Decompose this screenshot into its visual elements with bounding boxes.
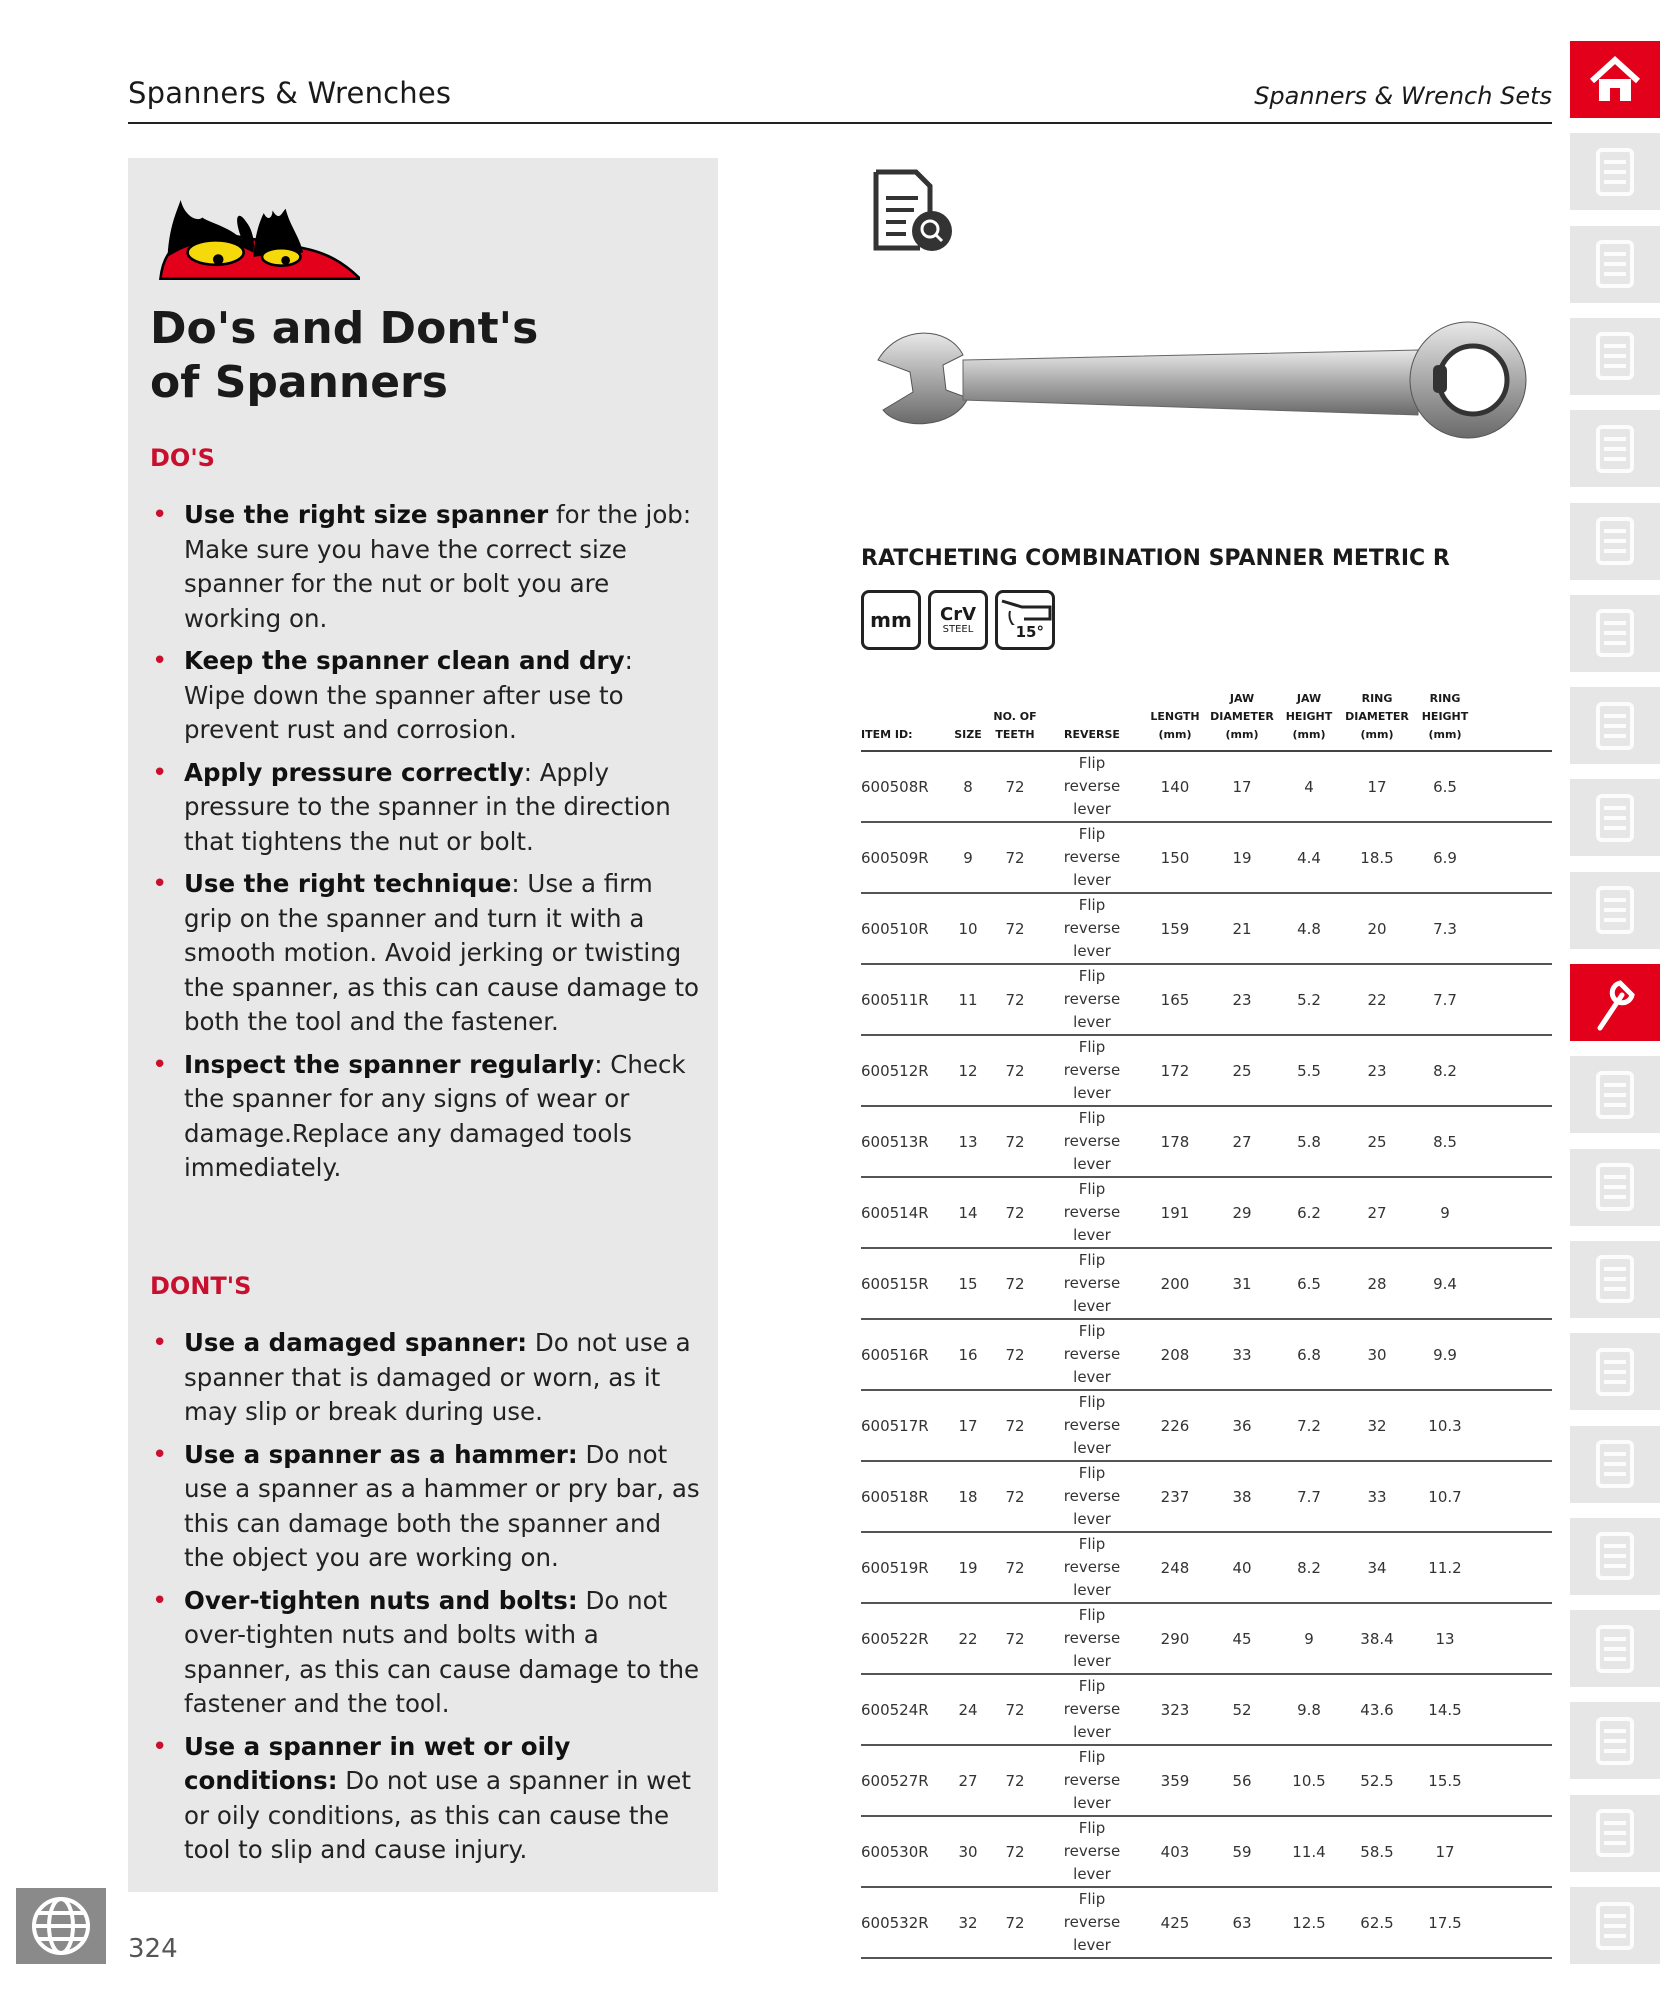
- table-cell: 8: [945, 751, 991, 822]
- tool-rack-icon: [1590, 513, 1640, 569]
- ratcheting-spanner-image: [868, 320, 1548, 450]
- tool-chest-icon: [1590, 605, 1640, 661]
- table-cell: Flip reverse lever: [1039, 893, 1145, 964]
- item-heading: Over-tighten nuts and bolts:: [184, 1585, 578, 1615]
- table-cell: 8.2: [1279, 1532, 1339, 1603]
- table-cell: 425: [1145, 1887, 1205, 1958]
- header-line: RING: [1361, 692, 1393, 705]
- item-heading: Use a spanner as a hammer:: [184, 1439, 578, 1469]
- table-cell: 59: [1205, 1816, 1279, 1887]
- table-cell: Flip reverse lever: [1039, 1106, 1145, 1177]
- header-line: NO. OF: [993, 710, 1037, 723]
- table-cell: 72: [991, 1603, 1039, 1674]
- table-cell: 8.2: [1415, 1035, 1475, 1106]
- table-row: [861, 1745, 1552, 1816]
- table-cell: 22: [1339, 964, 1415, 1035]
- list-item: [150, 1584, 700, 1722]
- table-cell: 19: [1205, 822, 1279, 893]
- header-line: TEETH: [995, 728, 1035, 741]
- sidebar-item-tool-cabinet[interactable]: [1570, 318, 1660, 395]
- table-cell: 72: [991, 1035, 1039, 1106]
- sidebar-item-gears-chain[interactable]: [1570, 1702, 1660, 1779]
- table-cell: 208: [1145, 1319, 1205, 1390]
- table-cell: 9.9: [1415, 1319, 1475, 1390]
- header-line: HEIGHT: [1285, 710, 1333, 723]
- table-cell: 159: [1145, 893, 1205, 964]
- table-cell: 9: [1279, 1603, 1339, 1674]
- header-line: (mm): [1292, 728, 1326, 741]
- offset-angle-badge: [995, 590, 1055, 650]
- table-cell: Flip reverse lever: [1039, 751, 1145, 822]
- item-text: Do not over-tighten nuts and bolts with a spanner, as this can cause damage to the fastener and the tool.: [184, 1585, 700, 1718]
- sidebar-item-knife[interactable]: [1570, 1518, 1660, 1595]
- table-cell: 72: [991, 1248, 1039, 1319]
- table-cell: 45: [1205, 1603, 1279, 1674]
- sidebar-item-pliers[interactable]: [1570, 1333, 1660, 1410]
- table-cell: 72: [991, 751, 1039, 822]
- screwdriver-icon: [1590, 1067, 1640, 1123]
- header-line: JAW: [1296, 692, 1322, 705]
- table-cell: 27: [1205, 1106, 1279, 1177]
- sidebar-item-tool-trolley[interactable]: [1570, 133, 1660, 210]
- table-cell: 17: [1339, 751, 1415, 822]
- sidebar-item-electrical-warning[interactable]: [1570, 1426, 1660, 1503]
- title-line-2: of Spanners: [150, 357, 448, 408]
- table-cell: 600522R: [861, 1603, 945, 1674]
- table-cell: 72: [991, 893, 1039, 964]
- item-heading: Use the right size spanner: [184, 500, 549, 529]
- table-cell: 33: [1205, 1319, 1279, 1390]
- table-cell: Flip reverse lever: [1039, 1177, 1145, 1248]
- sockets-icon: [1590, 790, 1640, 846]
- item-heading: Apply pressure correctly: [184, 757, 524, 787]
- table-cell: 18: [945, 1461, 991, 1532]
- item-heading: Inspect the spanner regularly: [184, 1049, 595, 1079]
- table-cell: 600519R: [861, 1532, 945, 1603]
- column-header: [1205, 690, 1279, 751]
- table-cell: 58.5: [1339, 1816, 1415, 1887]
- table-cell: 25: [1205, 1035, 1279, 1106]
- table-cell: 226: [1145, 1390, 1205, 1461]
- table-cell: 14.5: [1415, 1674, 1475, 1745]
- table-cell: 36: [1205, 1390, 1279, 1461]
- table-cell: 17.5: [1415, 1887, 1475, 1958]
- sidebar-item-home[interactable]: [1570, 41, 1660, 118]
- sidebar-item-screwdriver[interactable]: [1570, 872, 1660, 949]
- item-heading: Use the right technique: [184, 869, 512, 898]
- table-cell: 12.5: [1279, 1887, 1339, 1958]
- table-cell: 10: [945, 893, 991, 964]
- dos-list: [150, 498, 700, 1194]
- table-cell: 12: [945, 1035, 991, 1106]
- table-cell: 25: [1339, 1106, 1415, 1177]
- item-text: Do not use a spanner that is damaged or worn, as it may slip or break during use.: [184, 1328, 691, 1426]
- table-cell: 15: [945, 1248, 991, 1319]
- table-cell: 56: [1205, 1745, 1279, 1816]
- table-cell: 9.8: [1279, 1674, 1339, 1745]
- website-button[interactable]: [16, 1888, 106, 1964]
- table-cell: 28: [1339, 1248, 1415, 1319]
- table-cell: 38.4: [1339, 1603, 1415, 1674]
- table-cell: 10.5: [1279, 1745, 1339, 1816]
- table-cell: 6.8: [1279, 1319, 1339, 1390]
- table-cell: 290: [1145, 1603, 1205, 1674]
- list-item: [150, 1326, 700, 1430]
- table-cell: 5.8: [1279, 1106, 1339, 1177]
- table-cell: Flip reverse lever: [1039, 1816, 1145, 1887]
- table-cell: 600511R: [861, 964, 945, 1035]
- header-line: DIAMETER: [1345, 710, 1409, 723]
- tape-measure-icon: [1590, 1621, 1640, 1677]
- sidebar-item-tool-board[interactable]: [1570, 226, 1660, 303]
- section-title: Spanners & Wrenches: [128, 76, 452, 110]
- table-cell: 140: [1145, 751, 1205, 822]
- column-header: [1415, 690, 1475, 751]
- list-item: [150, 644, 700, 748]
- table-cell: Flip reverse lever: [1039, 1603, 1145, 1674]
- table-cell: 4.8: [1279, 893, 1339, 964]
- tool-trolley-icon: [1590, 144, 1640, 200]
- table-cell: 359: [1145, 1745, 1205, 1816]
- table-cell: 17: [945, 1390, 991, 1461]
- header-line: JAW: [1229, 692, 1255, 705]
- table-row: [861, 1461, 1552, 1532]
- table-cell: 13: [1415, 1603, 1475, 1674]
- item-text: : Apply pressure to the spanner in the direction that tightens the nut or bolt.: [184, 757, 671, 856]
- globe-icon: [30, 1895, 92, 1957]
- table-cell: 52: [1205, 1674, 1279, 1745]
- crv-steel-badge: [928, 590, 988, 650]
- sidebar-item-bits[interactable]: [1570, 1149, 1660, 1226]
- drill-icon: [1590, 1898, 1640, 1954]
- item-heading: Use a damaged spanner:: [184, 1328, 528, 1357]
- table-cell: 150: [1145, 822, 1205, 893]
- table-cell: 33: [1339, 1461, 1415, 1532]
- table-row: [861, 964, 1552, 1035]
- sidebar-item-tape-measure[interactable]: [1570, 1610, 1660, 1687]
- column-header: [1145, 690, 1205, 751]
- table-cell: Flip reverse lever: [1039, 822, 1145, 893]
- header-line: REVERSE: [1064, 728, 1120, 741]
- table-cell: 32: [1339, 1390, 1415, 1461]
- table-cell: Flip reverse lever: [1039, 1248, 1145, 1319]
- table-cell: 6.2: [1279, 1177, 1339, 1248]
- table-cell: 6.5: [1279, 1248, 1339, 1319]
- table-cell: 40: [1205, 1532, 1279, 1603]
- table-cell: 18.5: [1339, 822, 1415, 893]
- table-cell: 191: [1145, 1177, 1205, 1248]
- item-text: Do not use a spanner in wet or oily conditions, as this can cause the tool to slip and cause injury.: [184, 1766, 691, 1864]
- list-item: [150, 1438, 700, 1576]
- sidebar-item-tool-chest[interactable]: [1570, 595, 1660, 672]
- table-cell: 72: [991, 1887, 1039, 1958]
- table-cell: 600516R: [861, 1319, 945, 1390]
- table-cell: 172: [1145, 1035, 1205, 1106]
- table-cell: 600524R: [861, 1674, 945, 1745]
- list-item: [150, 867, 700, 1040]
- table-cell: 43.6: [1339, 1674, 1415, 1745]
- item-text: : Check the spanner for any signs of wear or damage.Replace any damaged tools immediately.: [184, 1049, 686, 1182]
- table-cell: 9: [945, 822, 991, 893]
- table-cell: 8.5: [1415, 1106, 1475, 1177]
- page-number: 324: [128, 1934, 178, 1964]
- header-line: (mm): [1360, 728, 1394, 741]
- donts-heading: DONT'S: [150, 1272, 252, 1300]
- table-cell: 600517R: [861, 1390, 945, 1461]
- list-item: [150, 756, 700, 860]
- sidebar-item-sockets[interactable]: [1570, 779, 1660, 856]
- table-cell: 600532R: [861, 1887, 945, 1958]
- table-cell: 237: [1145, 1461, 1205, 1532]
- table-cell: 32: [945, 1887, 991, 1958]
- table-cell: 24: [945, 1674, 991, 1745]
- sidebar-item-tool-tray[interactable]: [1570, 410, 1660, 487]
- screwdriver-bits-icon: [1590, 698, 1640, 754]
- table-row: [861, 1532, 1552, 1603]
- table-cell: 600515R: [861, 1248, 945, 1319]
- table-cell: 7.3: [1415, 893, 1475, 964]
- tool-tray-icon: [1590, 421, 1640, 477]
- column-header: [1339, 690, 1415, 751]
- table-cell: 62.5: [1339, 1887, 1415, 1958]
- item-text: for the job: Make sure you have the correct size spanner for the nut or bolt you are working on.: [184, 500, 692, 633]
- header-line: DIAMETER: [1210, 710, 1274, 723]
- table-row: [861, 1035, 1552, 1106]
- column-header: [861, 690, 945, 751]
- sidebar-item-screwdriver-bits[interactable]: [1570, 687, 1660, 764]
- title-line-1: Do's and Dont's: [150, 303, 539, 354]
- sidebar-item-gear[interactable]: [1570, 1795, 1660, 1872]
- table-cell: 23: [1205, 964, 1279, 1035]
- offset-angle-icon: [1000, 597, 1052, 625]
- table-cell: 72: [991, 822, 1039, 893]
- header-line: RING: [1429, 692, 1461, 705]
- knife-icon: [1590, 1528, 1640, 1584]
- table-row: [861, 822, 1552, 893]
- table-cell: 30: [1339, 1319, 1415, 1390]
- table-cell: 600508R: [861, 751, 945, 822]
- unit-label: mm: [870, 608, 912, 632]
- gear-icon: [1590, 1805, 1640, 1861]
- table-cell: 600530R: [861, 1816, 945, 1887]
- table-cell: 7.2: [1279, 1390, 1339, 1461]
- table-row: [861, 1603, 1552, 1674]
- table-cell: 4.4: [1279, 822, 1339, 893]
- table-cell: 23: [1339, 1035, 1415, 1106]
- table-row: [861, 893, 1552, 964]
- table-cell: 17: [1415, 1816, 1475, 1887]
- devil-eyes-logo: [150, 190, 360, 280]
- table-cell: 72: [991, 1461, 1039, 1532]
- table-cell: 21: [1205, 893, 1279, 964]
- table-cell: 403: [1145, 1816, 1205, 1887]
- donts-list: [150, 1326, 700, 1876]
- spec-badges: [861, 590, 1055, 650]
- table-cell: 30: [945, 1816, 991, 1887]
- table-cell: 11.4: [1279, 1816, 1339, 1887]
- table-cell: Flip reverse lever: [1039, 1390, 1145, 1461]
- table-cell: 72: [991, 1816, 1039, 1887]
- table-cell: 27: [945, 1745, 991, 1816]
- home-icon: [1588, 55, 1642, 105]
- table-cell: 5.5: [1279, 1035, 1339, 1106]
- table-cell: Flip reverse lever: [1039, 1887, 1145, 1958]
- table-cell: 72: [991, 964, 1039, 1035]
- table-row: [861, 1177, 1552, 1248]
- table-cell: 9.4: [1415, 1248, 1475, 1319]
- electrical-warning-icon: [1590, 1436, 1640, 1492]
- table-cell: 11.2: [1415, 1532, 1475, 1603]
- table-cell: 72: [991, 1177, 1039, 1248]
- table-cell: Flip reverse lever: [1039, 1319, 1145, 1390]
- table-cell: 7.7: [1279, 1461, 1339, 1532]
- table-row: [861, 1816, 1552, 1887]
- screwdriver-icon: [1590, 882, 1640, 938]
- table-cell: 38: [1205, 1461, 1279, 1532]
- tool-cabinet-icon: [1590, 328, 1640, 384]
- table-cell: 72: [991, 1319, 1039, 1390]
- sidebar-item-screwdriver[interactable]: [1570, 1056, 1660, 1133]
- table-cell: 10.3: [1415, 1390, 1475, 1461]
- header-divider: [128, 122, 1552, 124]
- document-search-icon[interactable]: [870, 168, 956, 254]
- table-cell: 34: [1339, 1532, 1415, 1603]
- table-cell: 72: [991, 1390, 1039, 1461]
- table-cell: Flip reverse lever: [1039, 1674, 1145, 1745]
- table-cell: 4: [1279, 751, 1339, 822]
- table-cell: 5.2: [1279, 964, 1339, 1035]
- dos-heading: DO'S: [150, 444, 215, 472]
- table-cell: 7.7: [1415, 964, 1475, 1035]
- material-sub-label: STEEL: [942, 623, 974, 635]
- header-line: (mm): [1158, 728, 1192, 741]
- table-cell: 16: [945, 1319, 991, 1390]
- table-cell: 600518R: [861, 1461, 945, 1532]
- list-item: [150, 1730, 700, 1868]
- table-cell: 20: [1339, 893, 1415, 964]
- sidebar-item-tool-rack[interactable]: [1570, 503, 1660, 580]
- table-cell: 6.5: [1415, 751, 1475, 822]
- table-cell: 72: [991, 1745, 1039, 1816]
- table-cell: 72: [991, 1674, 1039, 1745]
- table-row: [861, 1248, 1552, 1319]
- table-cell: 15.5: [1415, 1745, 1475, 1816]
- table-cell: Flip reverse lever: [1039, 964, 1145, 1035]
- header-line: LENGTH: [1150, 710, 1200, 723]
- table-cell: 165: [1145, 964, 1205, 1035]
- table-cell: 31: [1205, 1248, 1279, 1319]
- sidebar-item-drill[interactable]: [1570, 1887, 1660, 1964]
- table-cell: 27: [1339, 1177, 1415, 1248]
- table-row: [861, 1887, 1552, 1958]
- table-row: [861, 1390, 1552, 1461]
- item-heading: Keep the spanner clean and dry: [184, 646, 625, 675]
- table-cell: 600527R: [861, 1745, 945, 1816]
- table-cell: 200: [1145, 1248, 1205, 1319]
- metric-badge: [861, 590, 921, 650]
- panel-title: [150, 302, 690, 410]
- header-line: (mm): [1428, 728, 1462, 741]
- spec-table: [861, 690, 1552, 1959]
- table-cell: 600512R: [861, 1035, 945, 1106]
- table-cell: 9: [1415, 1177, 1475, 1248]
- table-cell: 17: [1205, 751, 1279, 822]
- header-line: HEIGHT: [1421, 710, 1469, 723]
- column-header: [945, 690, 991, 751]
- bits-icon: [1590, 1159, 1640, 1215]
- table-cell: Flip reverse lever: [1039, 1461, 1145, 1532]
- pliers-icon: [1590, 1344, 1640, 1400]
- table-cell: 13: [945, 1106, 991, 1177]
- list-item: [150, 1048, 700, 1186]
- table-cell: 600513R: [861, 1106, 945, 1177]
- table-cell: 600509R: [861, 822, 945, 893]
- list-item: [150, 498, 700, 636]
- table-cell: Flip reverse lever: [1039, 1035, 1145, 1106]
- table-row: [861, 751, 1552, 822]
- column-header: [991, 690, 1039, 751]
- header-line: SIZE: [954, 728, 982, 741]
- table-row: [861, 1319, 1552, 1390]
- table-cell: 178: [1145, 1106, 1205, 1177]
- material-label: CrV: [939, 603, 977, 625]
- table-cell: 29: [1205, 1177, 1279, 1248]
- table-cell: Flip reverse lever: [1039, 1745, 1145, 1816]
- table-cell: 600510R: [861, 893, 945, 964]
- table-cell: 63: [1205, 1887, 1279, 1958]
- table-cell: 19: [945, 1532, 991, 1603]
- angle-label: 15°: [1015, 623, 1044, 641]
- table-cell: 11: [945, 964, 991, 1035]
- table-row: [861, 1674, 1552, 1745]
- item-heading: Use a spanner in wet or oily conditions:: [184, 1731, 571, 1795]
- table-cell: 323: [1145, 1674, 1205, 1745]
- header-line: ITEM ID:: [861, 728, 913, 741]
- table-cell: 72: [991, 1106, 1039, 1177]
- table-cell: 52.5: [1339, 1745, 1415, 1816]
- sidebar-item-multitool[interactable]: [1570, 1241, 1660, 1318]
- item-text: : Wipe down the spanner after use to prevent rust and corrosion.: [184, 646, 633, 744]
- header-line: (mm): [1225, 728, 1259, 741]
- spanner-icon: [1590, 973, 1640, 1033]
- column-header: [1039, 690, 1145, 751]
- table-cell: 10.7: [1415, 1461, 1475, 1532]
- gears-chain-icon: [1590, 1713, 1640, 1769]
- table-cell: 600514R: [861, 1177, 945, 1248]
- table-cell: 22: [945, 1603, 991, 1674]
- item-text: : Use a firm grip on the spanner and turn it with a smooth motion. Avoid jerking or twisting the spanner, as this can cause damage to both the tool and the fastener.: [184, 869, 700, 1036]
- multitool-icon: [1590, 1251, 1640, 1307]
- subsection-title: Spanners & Wrench Sets: [1254, 82, 1552, 110]
- column-header: [1279, 690, 1339, 751]
- product-title: RATCHETING COMBINATION SPANNER METRIC R: [861, 546, 1450, 571]
- table-cell: Flip reverse lever: [1039, 1532, 1145, 1603]
- table-cell: 14: [945, 1177, 991, 1248]
- sidebar-item-spanner[interactable]: [1570, 964, 1660, 1041]
- table-cell: 6.9: [1415, 822, 1475, 893]
- tool-board-icon: [1590, 236, 1640, 292]
- table-row: [861, 1106, 1552, 1177]
- item-text: Do not use a spanner as a hammer or pry bar, as this can damage both the spanner and the object you are working on.: [184, 1439, 700, 1572]
- table-cell: 248: [1145, 1532, 1205, 1603]
- table-cell: 72: [991, 1532, 1039, 1603]
